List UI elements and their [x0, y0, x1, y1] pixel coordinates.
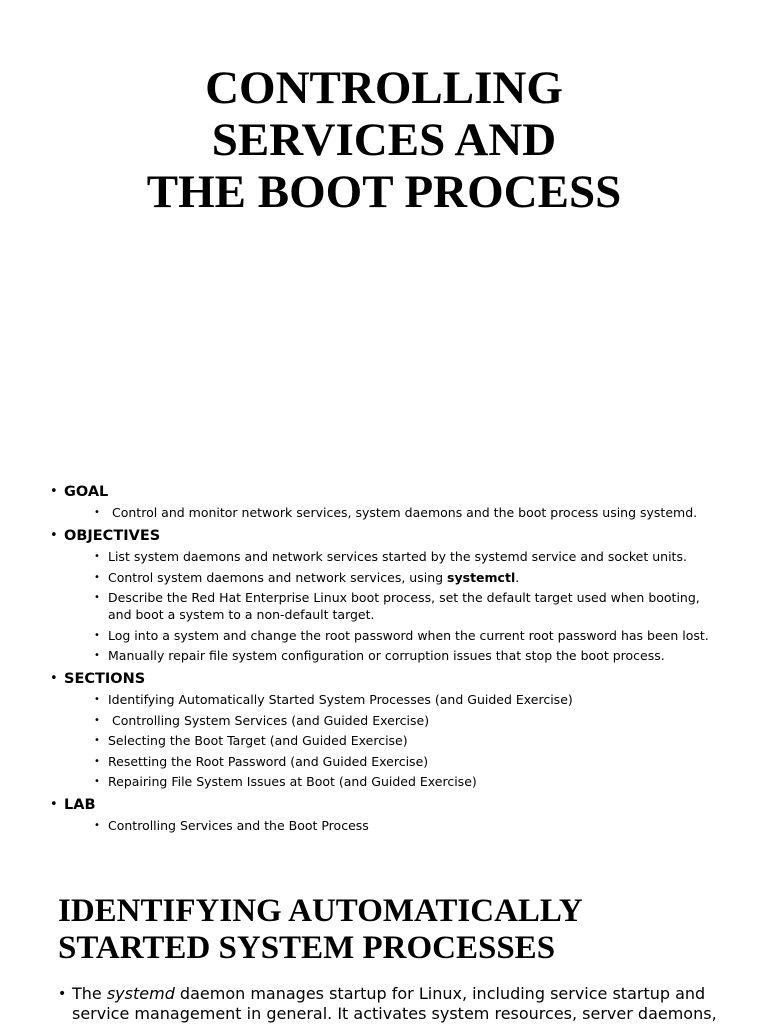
outline-sections: [48, 669, 748, 790]
sections-label: SECTIONS: [64, 671, 146, 687]
section-item: [64, 712, 718, 729]
objective-item: [64, 569, 718, 586]
outline-goal: [48, 482, 748, 521]
outline-objectives: [48, 526, 748, 664]
lab-item: • Controlling Services and the Boot Process: [64, 817, 718, 834]
lab-label: LAB: [64, 797, 96, 813]
objectives-list: [64, 548, 748, 664]
section-heading-line-1: IDENTIFYING AUTOMATICALLY: [58, 893, 583, 929]
page-title-line-1: CONTROLLING: [205, 62, 563, 114]
body-paragraph: [56, 984, 732, 1024]
chapter-outline: [48, 482, 748, 838]
page-title-line-3: THE BOOT PROCESS: [146, 166, 622, 218]
section-heading-line-2: STARTED SYSTEM PROCESSES: [58, 930, 556, 966]
goal-label: GOAL: [64, 484, 109, 500]
objective-item-prefix: Control system daemons and network services, using: [108, 569, 448, 585]
objective-item: • Log into a system and change the root password when the current root password has been lost.: [64, 627, 718, 644]
objective-item: • List system daemons and network services started by the systemd service and socket units.: [64, 548, 718, 565]
outline-lab: [48, 795, 748, 834]
section-item: • Repairing File System Issues at Boot (and Guided Exercise): [64, 773, 718, 790]
section-item: • Selecting the Boot Target (and Guided Exercise): [64, 732, 718, 749]
section-item: • Identifying Automatically Started System Processes (and Guided Exercise): [64, 691, 718, 708]
section-item: • Resetting the Root Password (and Guided Exercise): [64, 753, 718, 770]
goal-item: [64, 504, 718, 521]
goal-list: [64, 504, 748, 521]
systemctl-command: systemctl: [447, 569, 516, 585]
objectives-label: OBJECTIVES: [64, 528, 161, 544]
objective-item: • Describe the Red Hat Enterprise Linux boot process, set the default target used when booting, and boot a system to a non-default target.: [64, 589, 718, 623]
body-prefix: The: [72, 984, 107, 1003]
lab-list: [64, 817, 748, 834]
goal-item-text: Control and monitor network services, system daemons and the boot process using systemd.: [112, 505, 698, 520]
sections-list: [64, 691, 748, 790]
page-title: [0, 62, 768, 218]
systemd-term: systemd: [106, 984, 175, 1003]
section-heading: [58, 893, 583, 967]
objective-item: • Manually repair file system configuration or corruption issues that stop the boot process.: [64, 647, 718, 664]
objective-item-suffix: .: [515, 569, 520, 585]
page-title-line-2: SERVICES AND: [211, 114, 557, 166]
body-text: daemon manages startup for Linux, including service startup and service management in general. It activates system resources, server daemons,: [72, 984, 717, 1023]
section-item-text: Controlling System Services (and Guided Exercise): [112, 712, 430, 728]
